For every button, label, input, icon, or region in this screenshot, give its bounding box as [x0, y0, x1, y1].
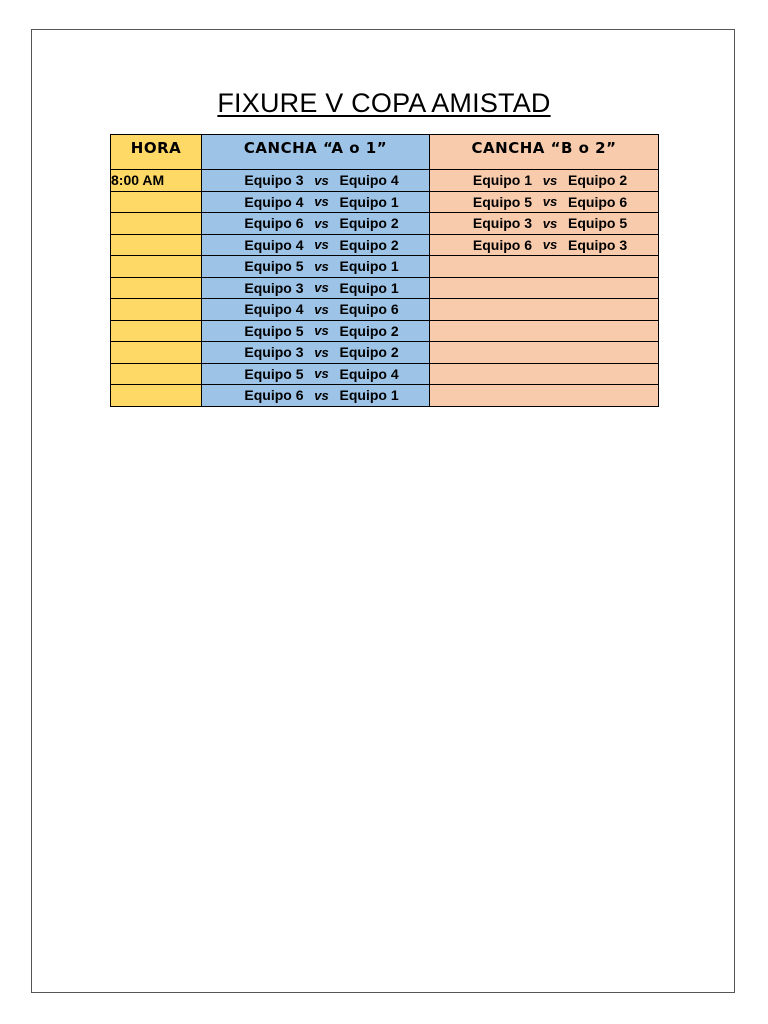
table-row: [111, 385, 659, 407]
hora-cell: [111, 320, 202, 342]
match: [202, 280, 429, 296]
home-team: Equipo 3: [244, 279, 304, 296]
home-team: Equipo 4: [244, 193, 304, 210]
cancha-a-cell: [202, 299, 430, 321]
home-team: Equipo 5: [244, 365, 304, 382]
match: [202, 172, 429, 188]
cancha-b-cell: [430, 299, 659, 321]
cancha-b-cell: [430, 191, 659, 213]
match: [430, 237, 658, 253]
home-team: Equipo 5: [244, 258, 304, 275]
home-team: Equipo 6: [472, 236, 532, 253]
cancha-a-cell: [202, 170, 430, 192]
table-row: [111, 170, 659, 192]
cancha-a-cell: [202, 277, 430, 299]
away-team: Equipo 2: [339, 344, 399, 361]
document-title: [0, 88, 768, 119]
hora-cell: [111, 191, 202, 213]
cancha-b-cell: [430, 256, 659, 278]
cancha-a-cell: [202, 234, 430, 256]
match: [202, 387, 429, 403]
home-team: Equipo 4: [244, 236, 304, 253]
vs-label: vs: [314, 237, 329, 253]
away-team: Equipo 1: [339, 387, 399, 404]
cancha-b-cell: [430, 170, 659, 192]
cancha-b-cell: [430, 385, 659, 407]
table-row: [111, 277, 659, 299]
away-team: Equipo 2: [339, 236, 399, 253]
vs-label: vs: [314, 215, 329, 231]
vs-label: vs: [314, 387, 329, 403]
hora-cell: 8:00 AM: [111, 170, 202, 192]
table-row: [111, 320, 659, 342]
table-row: [111, 191, 659, 213]
vs-label: vs: [314, 366, 329, 382]
vs-label: vs: [542, 194, 558, 210]
match: [202, 301, 429, 317]
away-team: Equipo 4: [339, 172, 399, 189]
table-row: [111, 213, 659, 235]
vs-label: vs: [314, 323, 329, 339]
home-team: Equipo 5: [244, 322, 304, 339]
vs-label: vs: [314, 301, 329, 317]
match: [202, 366, 429, 382]
vs-label: vs: [542, 237, 558, 253]
cancha-b-cell: [430, 342, 659, 364]
vs-label: vs: [542, 215, 558, 231]
cancha-a-cell: [202, 320, 430, 342]
cancha-a-cell: [202, 363, 430, 385]
hora-cell: [111, 256, 202, 278]
vs-label: vs: [314, 344, 329, 360]
cancha-a-cell: [202, 256, 430, 278]
cancha-a-cell: [202, 213, 430, 235]
vs-label: vs: [542, 172, 558, 188]
vs-label: vs: [314, 172, 329, 188]
vs-label: vs: [314, 194, 329, 210]
hora-cell: [111, 363, 202, 385]
document-title-text: FIXURE V COPA AMISTAD: [217, 88, 551, 118]
away-team: Equipo 3: [568, 236, 628, 253]
header-row: [111, 135, 659, 170]
table-row: [111, 363, 659, 385]
hora-cell: [111, 342, 202, 364]
away-team: Equipo 1: [339, 258, 399, 275]
away-team: Equipo 6: [339, 301, 399, 318]
table-row: [111, 256, 659, 278]
fixture-table: [110, 134, 659, 407]
table-row: [111, 234, 659, 256]
cancha-b-cell: [430, 234, 659, 256]
away-team: Equipo 2: [339, 215, 399, 232]
away-team: Equipo 6: [568, 193, 628, 210]
home-team: Equipo 1: [472, 172, 532, 189]
match: [202, 237, 429, 253]
away-team: Equipo 2: [568, 172, 628, 189]
header-hora: HORA: [111, 135, 202, 170]
away-team: Equipo 1: [339, 193, 399, 210]
match: [430, 172, 658, 188]
match: [202, 194, 429, 210]
hora-cell: [111, 213, 202, 235]
cancha-a-cell: [202, 191, 430, 213]
hora-cell: [111, 299, 202, 321]
hora-cell: [111, 385, 202, 407]
table-row: [111, 299, 659, 321]
home-team: Equipo 3: [244, 172, 304, 189]
home-team: Equipo 6: [244, 215, 304, 232]
cancha-b-cell: [430, 277, 659, 299]
match: [202, 323, 429, 339]
away-team: Equipo 5: [568, 215, 628, 232]
away-team: Equipo 1: [339, 279, 399, 296]
cancha-a-cell: [202, 342, 430, 364]
header-cancha-b: CANCHA “B o 2”: [430, 135, 659, 170]
home-team: Equipo 6: [244, 387, 304, 404]
fixture-body: [111, 170, 659, 407]
away-team: Equipo 2: [339, 322, 399, 339]
match: [430, 194, 658, 210]
cancha-b-cell: [430, 213, 659, 235]
match: [202, 344, 429, 360]
home-team: Equipo 3: [244, 344, 304, 361]
hora-cell: [111, 234, 202, 256]
match: [430, 215, 658, 231]
cancha-b-cell: [430, 363, 659, 385]
match: [202, 215, 429, 231]
vs-label: vs: [314, 258, 329, 274]
header-cancha-a: CANCHA “A o 1”: [202, 135, 430, 170]
home-team: Equipo 5: [472, 193, 532, 210]
vs-label: vs: [314, 280, 329, 296]
hora-cell: [111, 277, 202, 299]
home-team: Equipo 3: [472, 215, 532, 232]
match: [202, 258, 429, 274]
away-team: Equipo 4: [339, 365, 399, 382]
home-team: Equipo 4: [244, 301, 304, 318]
cancha-a-cell: [202, 385, 430, 407]
table-row: [111, 342, 659, 364]
cancha-b-cell: [430, 320, 659, 342]
